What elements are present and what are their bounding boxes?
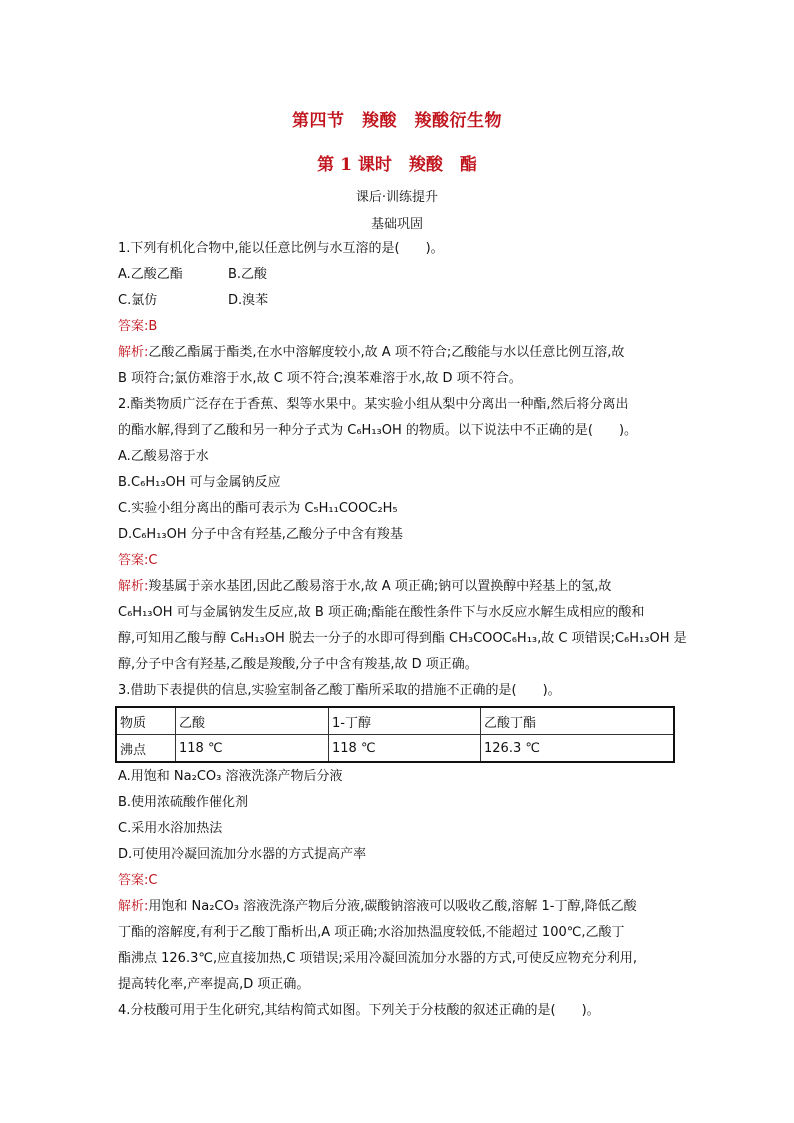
lesson-title: 第 1 课时 羧酸 酯 [317, 155, 477, 175]
analysis-text: 用饱和 Na₂CO₃ 溶液洗涤产物后分液,碳酸钠溶液可以吸收乙酸,溶解 1-丁醇,降低乙酸 [148, 899, 637, 914]
table-row [116, 735, 674, 763]
q1-analysis-line-1 [118, 344, 624, 362]
q2-answer: 答案:C [118, 553, 158, 568]
q2-analysis-line-3: 醇,可知用乙酸与醇 C₆H₁₃OH 脱去一分子的水即可得到酯 CH₃COOC₆H₁₃,故 C 项错误;C₆H₁₃OH 是 [118, 631, 687, 646]
q3-analysis-line-3: 酯沸点 126.3℃,应直接加热,C 项错误;采用冷凝回流加分水器的方式,可使反应物充分利用, [118, 951, 638, 966]
q2-option-a: A.乙酸易溶于水 [118, 449, 209, 464]
q1-option-d: D.溴苯 [228, 293, 269, 308]
table-cell: 乙酸 [176, 707, 329, 735]
q1-option-b: B.乙酸 [228, 267, 268, 282]
q1-option-a: A.乙酸乙酯 [118, 267, 183, 282]
q1-stem: 1.下列有机化合物中,能以任意比例与水互溶的是( )。 [118, 241, 444, 256]
analysis-label: 解析: [118, 899, 149, 914]
q2-option-c: C.实验小组分离出的酯可表示为 C₅H₁₁COOC₂H₅ [118, 501, 398, 516]
table-cell: 118 ℃ [176, 735, 329, 763]
boiling-point-table [115, 706, 675, 763]
analysis-text: 乙酸乙酯属于酯类,在水中溶解度较小,故 A 项不符合;乙酸能与水以任意比例互溶,故 [148, 345, 625, 360]
q3-analysis-line-2: 丁酯的溶解度,有利于乙酸丁酯析出,A 项正确;水浴加热温度较低,不能超过 100℃,乙酸丁 [118, 925, 625, 940]
q1-analysis-line-2: B 项符合;氯仿难溶于水,故 C 项不符合;溴苯难溶于水,故 D 项不符合。 [118, 371, 522, 386]
q3-option-c: C.采用水浴加热法 [118, 821, 223, 836]
table-cell: 1-丁醇 [329, 707, 481, 735]
q2-analysis-line-4: 醇,分子中含有羟基,乙酸是羧酸,分子中含有羧基,故 D 项正确。 [118, 657, 478, 672]
q3-option-d: D.可使用冷凝回流加分水器的方式提高产率 [118, 847, 367, 862]
q3-stem: 3.借助下表提供的信息,实验室制备乙酸丁酯所采取的措施不正确的是( )。 [118, 683, 561, 698]
table-cell: 乙酸丁酯 [481, 707, 675, 735]
q1-answer: 答案:B [118, 319, 158, 334]
table-cell: 沸点 [116, 735, 176, 763]
group-heading: 基础巩固 [370, 217, 423, 232]
q3-analysis-line-4: 提高转化率,产率提高,D 项正确。 [118, 977, 310, 992]
subtitle: 课后·训练提升 [355, 190, 439, 205]
q3-answer: 答案:C [118, 873, 158, 888]
table-cell: 126.3 ℃ [481, 735, 675, 763]
analysis-label: 解析: [118, 345, 149, 360]
analysis-label: 解析: [118, 579, 149, 594]
q2-analysis-line-2: C₆H₁₃OH 可与金属钠发生反应,故 B 项正确;酯能在酸性条件下与水反应水解生成相应的酸和 [118, 605, 645, 620]
table-cell: 118 ℃ [329, 735, 481, 763]
q1-option-c: C.氯仿 [118, 293, 158, 308]
q2-option-d: D.C₆H₁₃OH 分子中含有羟基,乙酸分子中含有羧基 [118, 527, 403, 542]
q2-analysis-line-1 [118, 578, 611, 596]
q2-stem-line-2: 的酯水解,得到了乙酸和另一种分子式为 C₆H₁₃OH 的物质。以下说法中不正确的是( )。 [118, 423, 638, 438]
q2-option-b: B.C₆H₁₃OH 可与金属钠反应 [118, 475, 281, 490]
table-row [116, 707, 674, 735]
analysis-text: 羧基属于亲水基团,因此乙酸易溶于水,故 A 项正确;钠可以置换醇中羟基上的氢,故 [148, 579, 612, 594]
q3-analysis-line-1 [118, 898, 637, 916]
section-title: 第四节 羧酸 羧酸衍生物 [292, 111, 502, 131]
q4-stem: 4.分枝酸可用于生化研究,其结构简式如图。下列关于分枝酸的叙述正确的是( )。 [118, 1003, 600, 1018]
q3-option-b: B.使用浓硫酸作催化剂 [118, 795, 249, 810]
q2-stem-line-1: 2.酯类物质广泛存在于香蕉、梨等水果中。某实验小组从梨中分离出一种酯,然后将分离出 [118, 397, 629, 412]
q3-option-a: A.用饱和 Na₂CO₃ 溶液洗涤产物后分液 [118, 769, 343, 784]
table-cell: 物质 [116, 707, 176, 735]
